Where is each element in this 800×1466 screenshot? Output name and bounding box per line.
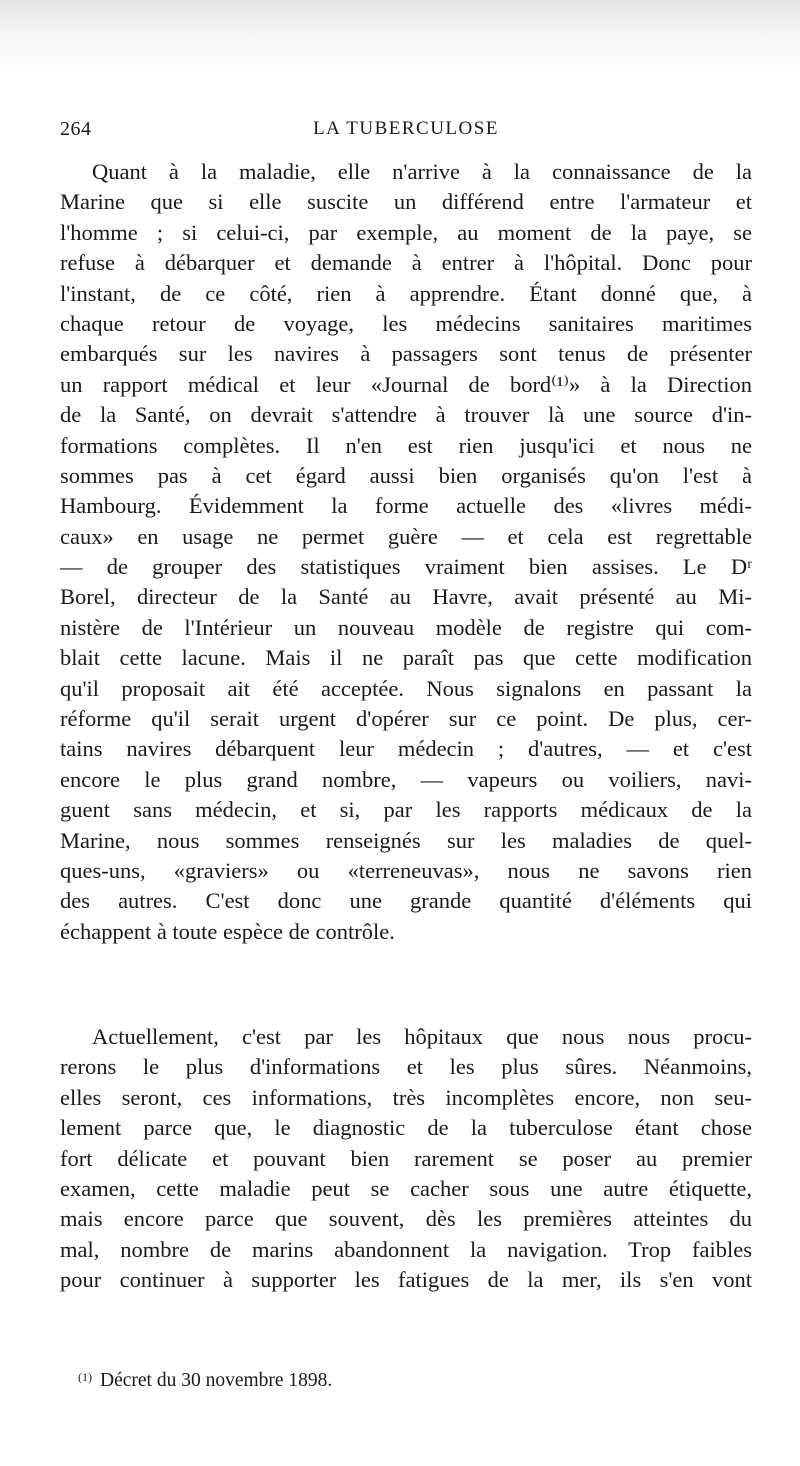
text-line: ques-uns, «graviers» ou «terreneuvas», nous ne savons rien <box>60 857 752 883</box>
text-line: Quant à la maladie, elle n'arrive à la connaissance de la <box>92 159 752 184</box>
text-line: fort délicate et pouvant bien rarement se poser au premier <box>60 1145 752 1171</box>
footnote <box>78 1370 332 1392</box>
text-line: réforme qu'il serait urgent d'opérer sur ce point. De plus, cer- <box>60 706 752 732</box>
text-line: elles seront, ces informations, très incomplètes encore, non seu- <box>60 1084 752 1110</box>
text-line: rerons le plus d'informations et les plus sûres. Néanmoins, <box>60 1054 752 1080</box>
text-line: un rapport médical et leur «Journal de bord⁽¹⁾» à la Direction <box>60 371 752 397</box>
text-line: sommes pas à cet égard aussi bien organisés qu'on l'est à <box>60 462 752 488</box>
text-line: des autres. C'est donc une grande quantité d'éléments qui <box>60 888 752 914</box>
page-header <box>60 118 752 146</box>
running-head: LA TUBERCULOSE <box>313 118 499 139</box>
text-line: embarqués sur les navires à passagers sont tenus de présenter <box>60 341 752 367</box>
text-line: chaque retour de voyage, les médecins sanitaires maritimes <box>60 310 752 336</box>
text-line: l'homme ; si celui-ci, par exemple, au moment de la paye, se <box>60 219 752 245</box>
text-line: examen, cette maladie peut se cacher sous une autre étiquette, <box>60 1175 752 1201</box>
paragraph-2 <box>60 1022 752 1296</box>
page-top-bleed <box>0 0 800 70</box>
text-line: guent sans médecin, et si, par les rapports médicaux de la <box>60 797 752 823</box>
text-line: Actuellement, c'est par les hôpitaux que nous nous procu- <box>92 1024 752 1049</box>
text-line: pour continuer à supporter les fatigues de la mer, ils s'en vont <box>60 1267 752 1293</box>
text-line: tains navires débarquent leur médecin ; d'autres, — et c'est <box>60 736 752 762</box>
text-line: mais encore parce que souvent, dès les premières atteintes du <box>60 1206 752 1232</box>
paragraph-1 <box>60 157 752 947</box>
text-line: l'instant, de ce côté, rien à apprendre. Étant donné que, à <box>60 280 752 306</box>
text-line: Marine, nous sommes renseignés sur les maladies de quel- <box>60 827 752 853</box>
text-line: caux» en usage ne permet guère — et cela est regrettable <box>60 523 752 549</box>
page-number: 264 <box>60 118 92 140</box>
text-line: lement parce que, le diagnostic de la tuberculose étant chose <box>60 1115 752 1141</box>
text-line: Marine que si elle suscite un différend entre l'armateur et <box>60 189 752 215</box>
footnote-marker: (1) <box>78 1370 92 1384</box>
text-line: échappent à toute espèce de contrôle. <box>60 918 395 944</box>
footnote-text: Décret du 30 novembre 1898. <box>100 1370 333 1391</box>
text-line: encore le plus grand nombre, — vapeurs ou voiliers, navi- <box>60 766 752 792</box>
text-line: nistère de l'Intérieur un nouveau modèle de registre qui com- <box>60 614 752 640</box>
text-line: blait cette lacune. Mais il ne paraît pas que cette modification <box>60 645 752 671</box>
text-line: de la Santé, on devrait s'attendre à trouver là une source d'in- <box>60 402 752 428</box>
text-line: Hambourg. Évidemment la forme actuelle des «livres médi- <box>60 493 752 519</box>
text-line: — de grouper des statistiques vraiment bien assises. Le Dʳ <box>60 554 752 580</box>
text-line: mal, nombre de marins abandonnent la navigation. Trop faibles <box>60 1236 752 1262</box>
text-line: Borel, directeur de la Santé au Havre, avait présenté au Mi- <box>60 584 752 610</box>
text-line: formations complètes. Il n'en est rien jusqu'ici et nous ne <box>60 432 752 458</box>
text-line: qu'il proposait ait été acceptée. Nous signalons en passant la <box>60 675 752 701</box>
text-line: refuse à débarquer et demande à entrer à l'hôpital. Donc pour <box>60 250 752 276</box>
